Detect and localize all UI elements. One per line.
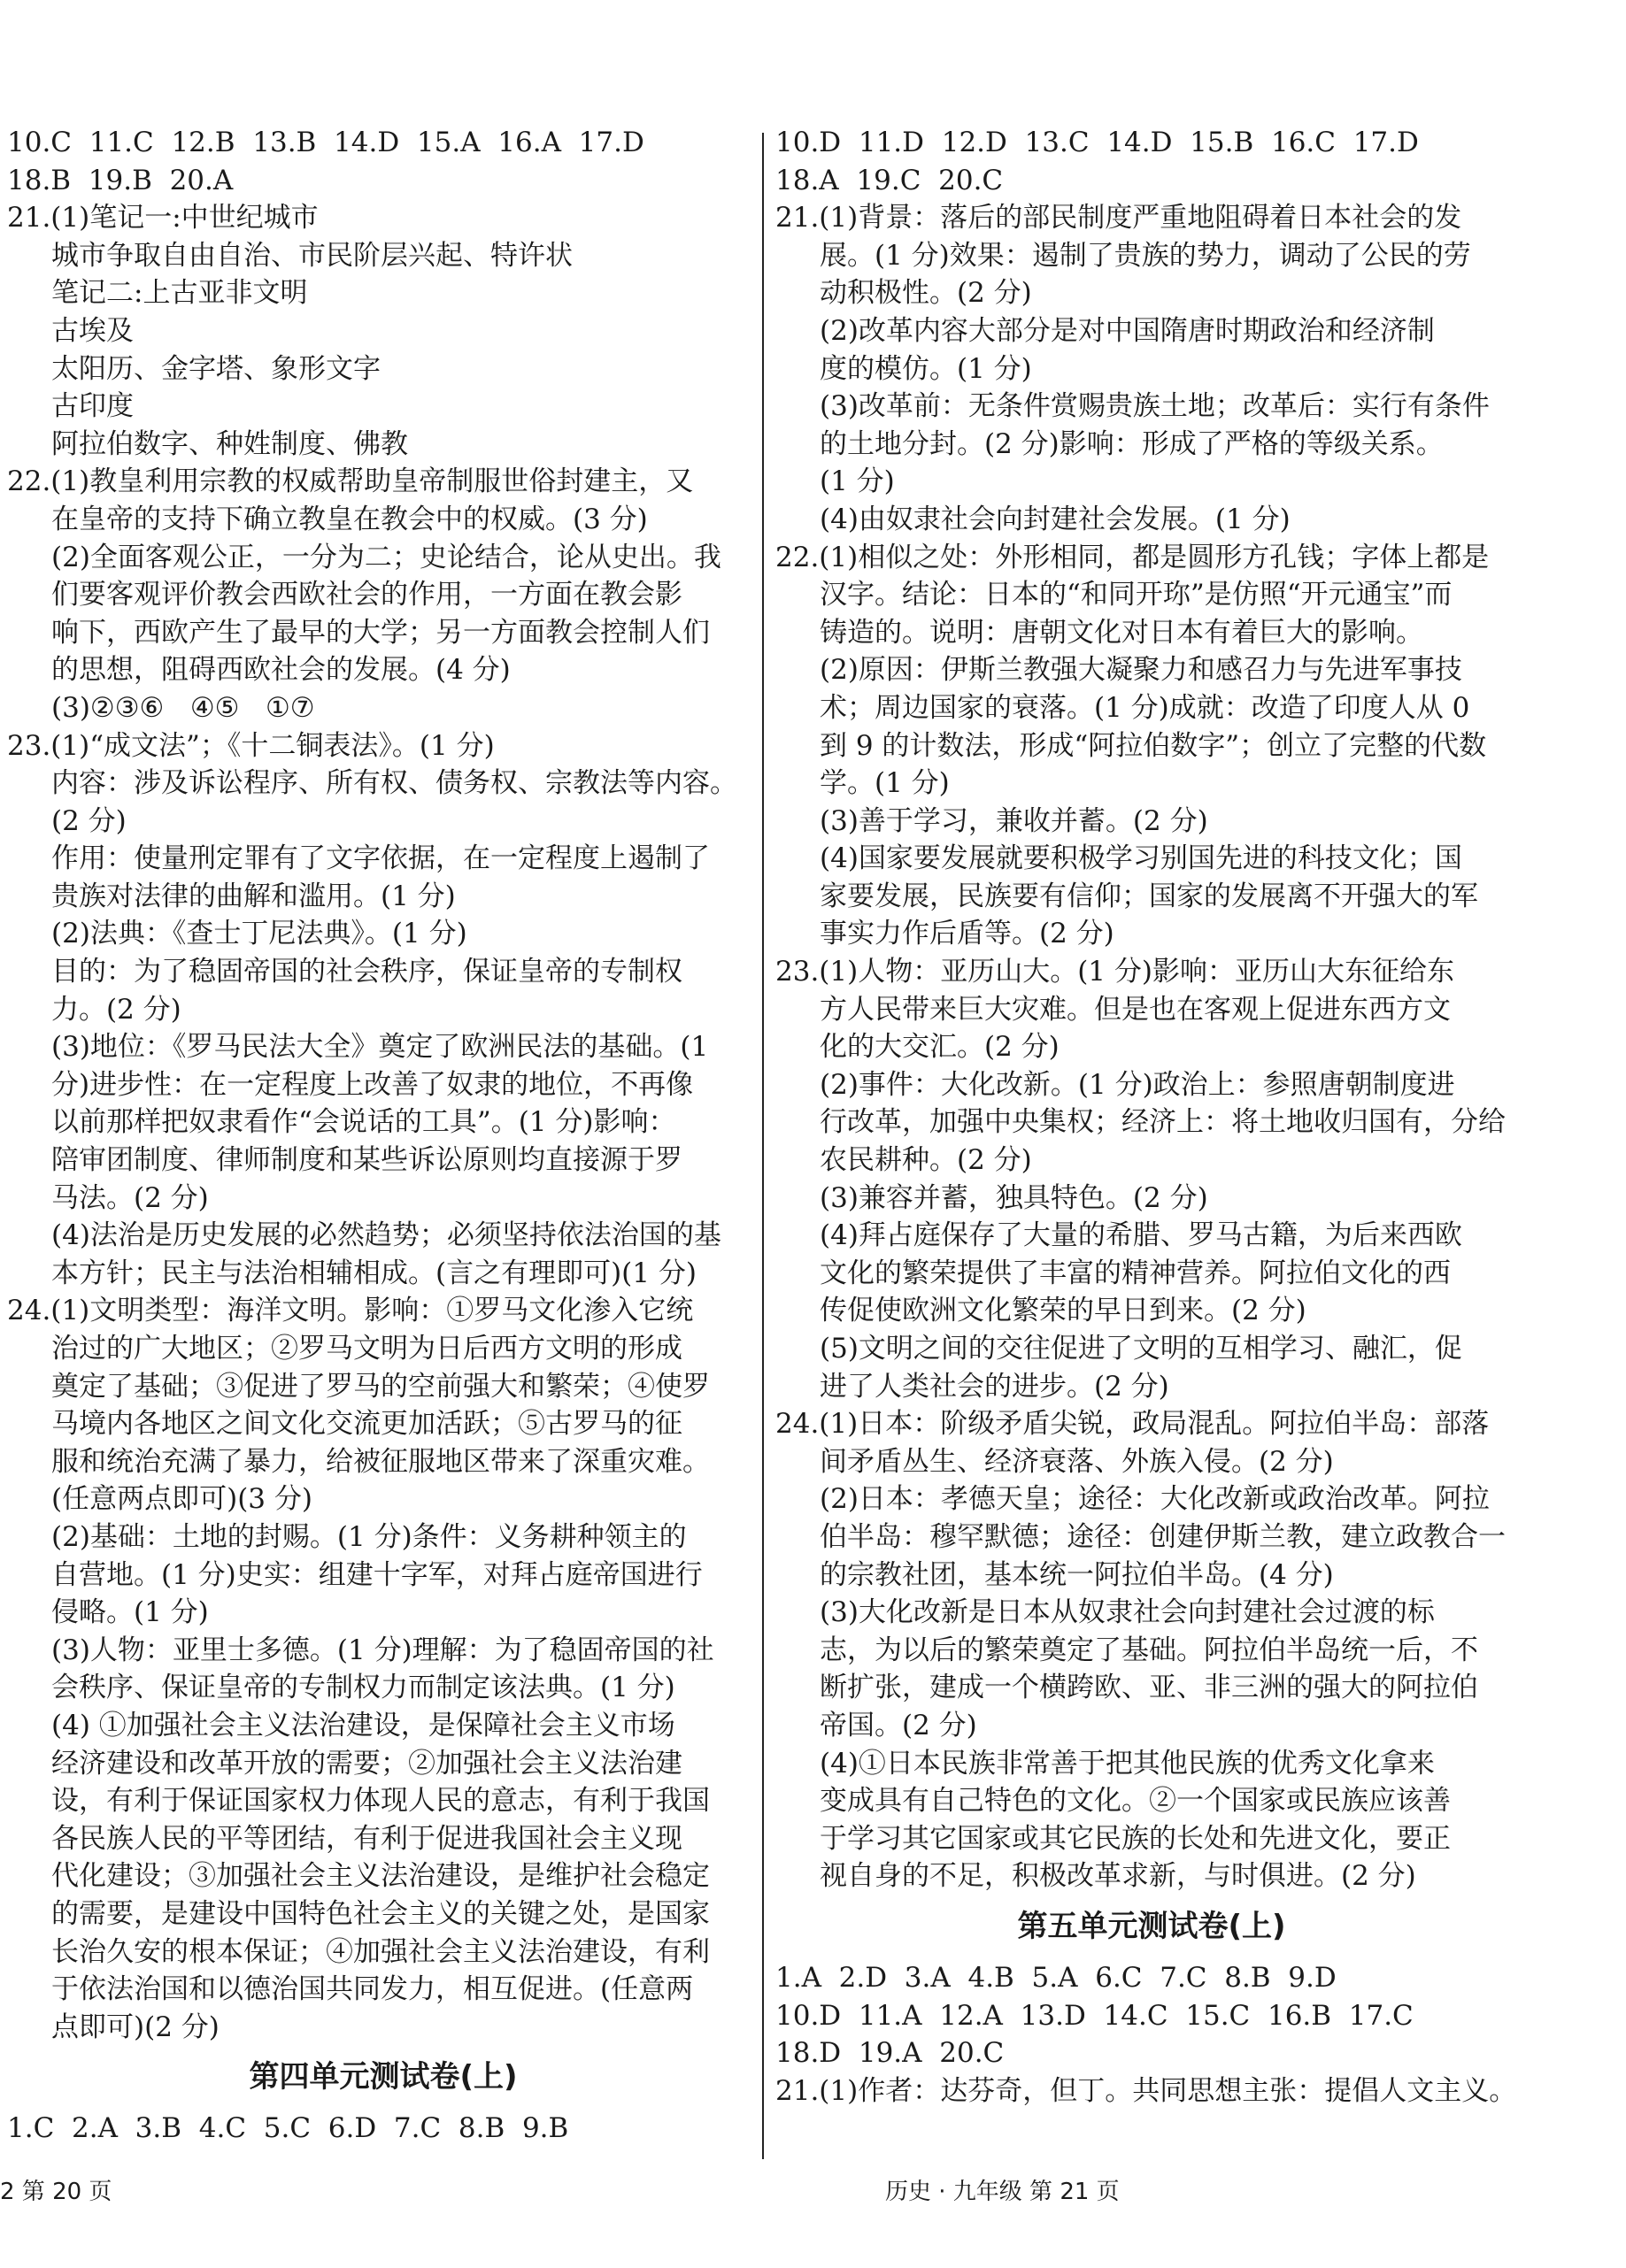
text-line: 动积极性。(2 分) [820,277,1032,310]
text-line: 于依法治国和以德治国共同发力，相互促进。(任意两 [51,1973,694,2006]
text-line: (4)①日本民族非常善于把其他民族的优秀文化拿来 [820,1747,1435,1780]
text-line: 设，有利于保证国家权力体现人民的意志，有利于我国 [51,1785,710,1818]
text-line: (4)法治是历史发展的必然趋势；必须坚持依法治国的基 [51,1219,721,1252]
text-line: 城市争取自由自治、市民阶层兴起、特许状 [51,239,573,272]
text-line: 23.(1)“成文法”；《十二铜表法》。(1 分) [7,729,495,762]
text-line: 力。(2 分) [51,993,181,1026]
text-line: 1.A 2.D 3.A 4.B 5.A 6.C 7.C 8.B 9.D [775,1961,1337,1994]
text-line: 内容：涉及诉讼程序、所有权、债务权、宗教法等内容。 [51,767,737,800]
text-line: 在皇帝的支持下确立教皇在教会中的权威。(3 分) [51,503,648,535]
text-line: (5)文明之间的交往促进了文明的互相学习、融汇，促 [820,1333,1462,1365]
text-line: 各民族人民的平等团结，有利于促进我国社会主义现 [51,1822,682,1855]
text-line: 的土地分封。(2 分)影响：形成了严格的等级关系。 [820,427,1444,460]
text-line: 于学习其它国家或其它民族的长处和先进文化，要正 [820,1822,1451,1855]
text-line: (3)改革前：无条件赏赐贵族土地；改革后：实行有条件 [820,390,1490,423]
question-23 [7,727,759,1293]
column-divider [762,133,764,2159]
text-line: 会秩序、保证皇帝的专制权力而制定该法典。(1 分) [51,1672,675,1704]
page-footer-right: 历史 · 九年级 第 21 页 [885,2179,1120,2205]
text-line: (4)拜占庭保存了大量的希腊、罗马古籍，为后来西欧 [820,1219,1462,1252]
text-line: 马境内各地区之间文化交流更加活跃；⑤古罗马的征 [51,1408,682,1441]
text-line: 文化的繁荣提供了丰富的精神营养。阿拉伯文化的西 [820,1257,1451,1289]
text-line: 23.(1)人物：亚历山大。(1 分)影响：亚历山大东征给东 [775,956,1454,988]
text-line: 10.D 11.D 12.D 13.C 14.D 15.B 16.C 17.D [775,127,1419,158]
text-line: 自营地。(1 分)史实：组建十字军，对拜占庭帝国进行 [51,1558,703,1591]
text-line: 的宗教社团，基本统一阿拉伯半岛。(4 分) [820,1558,1334,1591]
text-line: 21.(1)作者：达芬奇，但丁。共同思想主张：提倡人文主义。 [775,2074,1517,2107]
text-line: 阿拉伯数字、种姓制度、佛教 [51,427,408,460]
text-line: (4)由奴隶社会向封建社会发展。(1 分) [820,503,1291,535]
text-line: (4) ①加强社会主义法治建设，是保障社会主义市场 [51,1709,675,1741]
text-line: 断扩张，建成一个横跨欧、亚、非三洲的强大的阿拉伯 [820,1672,1478,1704]
text-line: 10.D 11.A 12.A 13.D 14.C 15.C 16.B 17.C [775,1999,1414,2032]
text-line: (2)全面客观公正，一分为二；史论结合，论从史出。我 [51,541,721,573]
text-line: 帝国。(2 分) [820,1709,977,1741]
text-line: 到 9 的计数法，形成“阿拉伯数字”；创立了完整的代数 [820,729,1487,762]
question-23 [775,953,1528,1405]
question-21 [775,199,1528,538]
text-line: 化的大交汇。(2 分) [820,1031,1060,1064]
text-line: 伯半岛：穆罕默德；途径：创建伊斯兰教，建立政教合一 [820,1520,1506,1553]
text-line: 24.(1)文明类型：海洋文明。影响：①罗马文化渗入它统 [7,1295,694,1327]
text-line: 笔记二:上古亚非文明 [51,277,308,310]
text-line: 目的：为了稳固帝国的社会秩序，保证皇帝的专制权 [51,956,682,988]
text-line: 展。(1 分)效果：遏制了贵族的势力，调动了公民的劳 [820,239,1471,272]
left-column [7,124,759,2148]
question-24 [775,1405,1528,1895]
text-line: 贵族对法律的曲解和滥用。(1 分) [51,880,456,912]
text-line: 度的模仿。(1 分) [820,352,1032,385]
text-line: 古埃及 [51,314,134,347]
text-line: (1 分) [820,465,895,498]
text-line: 18.D 19.A 20.C [775,2037,1005,2070]
page-footer-left: 2 第 20 页 [0,2179,112,2205]
text-line: 视自身的不足，积极改革求新，与时俱进。(2 分) [820,1860,1416,1893]
text-line: (任意两点即可)(3 分) [51,1483,312,1516]
text-line: 变成具有自己特色的文化。②一个国家或民族应该善 [820,1785,1451,1818]
text-line: 汉字。结论：日本的“和同开珎”是仿照“开元通宝”而 [820,579,1453,611]
text-line: 的需要，是建设中国特色社会主义的关键之处，是国家 [51,1897,710,1930]
text-line: 进了人类社会的进步。(2 分) [820,1370,1169,1403]
text-line: (2)日本：孝德天皇；途径：大化改新或政治改革。阿拉 [820,1483,1490,1516]
text-line: 以前那样把奴隶看作“会说话的工具”。(1 分)影响： [51,1106,676,1139]
text-line: (2)改革内容大部分是对中国隋唐时期政治和经济制 [820,314,1435,347]
text-line: 10.C 11.C 12.B 13.B 14.D 15.A 16.A 17.D [7,127,644,158]
text-line: 分)进步性：在一定程度上改善了奴隶的地位，不再像 [51,1068,694,1101]
text-line: 长治久安的根本保证；④加强社会主义法治建设，有利 [51,1935,710,1968]
question-24 [7,1292,759,2046]
text-line: 21.(1)背景：落后的部民制度严重地阻碍着日本社会的发 [775,202,1462,234]
answer-block [7,2110,759,2148]
text-line: (3)善于学习，兼收并蓄。(2 分) [820,804,1208,837]
text-line: 服和统治充满了暴力，给被征服地区带来了深重灾难。 [51,1445,710,1478]
text-line: 们要客观评价教会西欧社会的作用，一方面在教会影 [51,579,682,611]
text-line: 的思想，阻碍西欧社会的发展。(4 分) [51,654,511,687]
section-title: 第四单元测试卷(上) [249,2059,518,2095]
text-line: 18.B 19.B 20.A [7,164,234,196]
text-line: 22.(1)相似之处：外形相同，都是圆形方孔钱；字体上都是 [775,541,1490,573]
text-line: 行改革，加强中央集权；经济上：将土地收归国有，分给 [820,1106,1506,1139]
text-line: 1.C 2.A 3.B 4.C 5.C 6.D 7.C 8.B 9.B [7,2112,569,2145]
text-line: (2 分) [51,804,127,837]
text-line: 间矛盾丛生、经济衰落、外族入侵。(2 分) [820,1445,1334,1478]
text-line: 18.A 19.C 20.C [775,164,1004,196]
section-title: 第五单元测试卷(上) [1017,1908,1286,1944]
text-line: (2)基础：土地的封赐。(1 分)条件：义务耕种领主的 [51,1520,687,1553]
text-line: 马法。(2 分) [51,1181,209,1214]
answer-block [775,1959,1528,2110]
text-line: 经济建设和改革开放的需要；②加强社会主义法治建 [51,1747,682,1780]
text-line: (4)国家要发展就要积极学习别国先进的科技文化；国 [820,842,1462,875]
text-line: 古印度 [51,390,134,423]
text-line: 21.(1)笔记一:中世纪城市 [7,202,319,234]
text-line: 24.(1)日本：阶级矛盾尖锐，政局混乱。阿拉伯半岛：部落 [775,1408,1490,1441]
text-line: (3)②③⑥ ④⑤ ①⑦ [51,691,315,724]
text-line: 家要发展，民族要有信仰；国家的发展离不开强大的军 [820,880,1478,912]
text-line: 奠定了基础；③促进了罗马的空前强大和繁荣；④使罗 [51,1370,710,1403]
text-line: 点即可)(2 分) [51,2010,220,2043]
question-21 [7,199,759,463]
text-line: (3)兼容并蓄，独具特色。(2 分) [820,1181,1208,1214]
question-22 [7,463,759,727]
text-line: (2)事件：大化改新。(1 分)政治上：参照唐朝制度进 [820,1068,1455,1101]
text-line: 术；周边国家的衰落。(1 分)成就：改造了印度人从 0 [820,691,1470,724]
text-line: 22.(1)教皇利用宗教的权威帮助皇帝制服世俗封建主，又 [7,465,694,498]
text-line: 方人民带来巨大灾难。但是也在客观上促进东西方文 [820,993,1451,1026]
text-line: 志，为以后的繁荣奠定了基础。阿拉伯半岛统一后，不 [820,1634,1478,1666]
text-line: (3)大化改新是日本从奴隶社会向封建社会过渡的标 [820,1596,1435,1629]
question-22 [775,539,1528,954]
text-line: 治过的广大地区；②罗马文明为日后西方文明的形成 [51,1333,682,1365]
text-line: 农民耕种。(2 分) [820,1144,1032,1177]
answer-block [7,124,759,199]
text-line: 响下，西欧产生了最早的大学；另一方面教会控制人们 [51,616,710,649]
answer-block [775,124,1528,199]
text-line: 传促使欧洲文化繁荣的早日到来。(2 分) [820,1295,1306,1327]
text-line: (2)法典：《查士丁尼法典》。(1 分) [51,918,467,950]
text-line: 陪审团制度、律师制度和某些诉讼原则均直接源于罗 [51,1144,682,1177]
text-line: 侵略。(1 分) [51,1596,209,1629]
text-line: 事实力作后盾等。(2 分) [820,918,1114,950]
text-line: 学。(1 分) [820,767,950,800]
text-line: (2)原因：伊斯兰教强大凝聚力和感召力与先进军事技 [820,654,1462,687]
text-line: (3)人物：亚里士多德。(1 分)理解：为了稳固帝国的社 [51,1634,714,1666]
text-line: 太阳历、金字塔、象形文字 [51,352,381,385]
text-line: 本方针；民主与法治相辅相成。(言之有理即可)(1 分) [51,1257,697,1289]
text-line: 铸造的。说明：唐朝文化对日本有着巨大的影响。 [820,616,1423,649]
right-column [775,124,1528,2110]
text-line: 代化建设；③加强社会主义法治建设，是维护社会稳定 [51,1860,710,1893]
text-line: (3)地位：《罗马民法大全》奠定了欧洲民法的基础。(1 [51,1031,709,1064]
text-line: 作用：使量刑定罪有了文字依据，在一定程度上遏制了 [51,842,710,875]
